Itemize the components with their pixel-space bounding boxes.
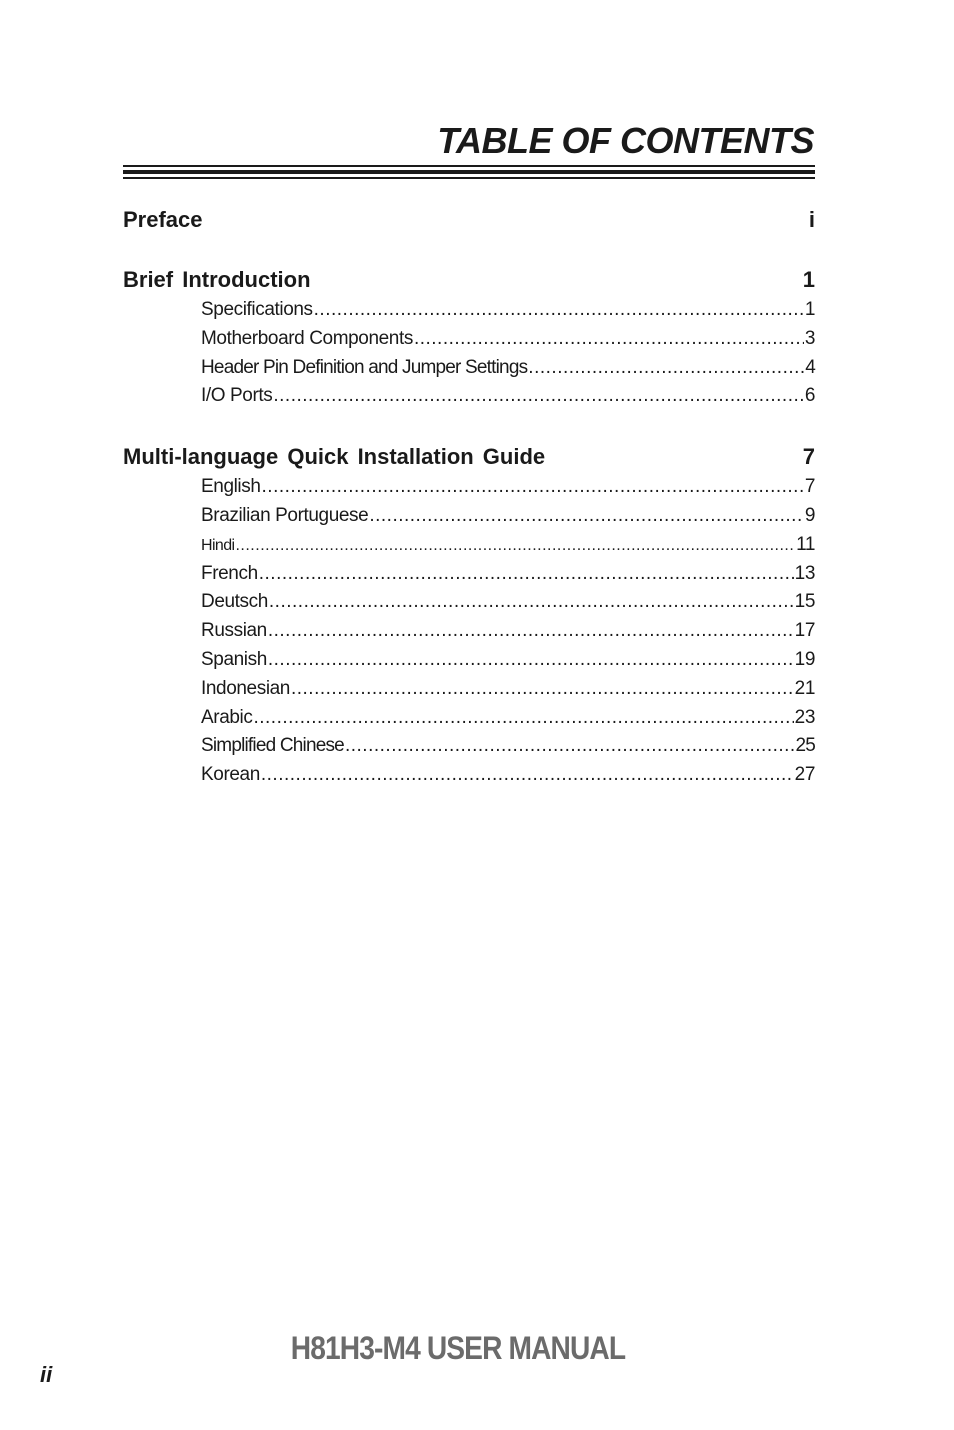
toc-entry[interactable] bbox=[201, 502, 815, 531]
entry-page-number: 15 bbox=[794, 591, 815, 613]
entry-page-number: 11 bbox=[796, 533, 815, 555]
entry-label: Brazilian Portuguese bbox=[201, 504, 369, 526]
toc-entry[interactable] bbox=[201, 617, 815, 646]
entry-page-number: 23 bbox=[794, 706, 815, 728]
dot-leader bbox=[345, 732, 794, 761]
toc-entry[interactable] bbox=[201, 704, 815, 733]
section-page-number: i bbox=[808, 207, 815, 232]
entry-label: Arabic bbox=[201, 706, 253, 728]
entry-label: Korean bbox=[201, 764, 260, 786]
toc-entry[interactable] bbox=[201, 473, 815, 502]
entry-label: Header Pin Definition and Jumper Settings bbox=[201, 356, 528, 378]
manual-title: H81H3-M4 USER MANUAL bbox=[290, 1330, 626, 1366]
toc-entry[interactable] bbox=[201, 588, 815, 617]
entry-page-number: 27 bbox=[794, 764, 815, 786]
entry-label: French bbox=[201, 562, 258, 584]
dot-leader bbox=[314, 296, 804, 325]
section-heading[interactable] bbox=[123, 264, 815, 296]
toc-entry[interactable] bbox=[201, 325, 815, 354]
toc-entry[interactable] bbox=[201, 560, 815, 589]
toc-section-quick-installation-guide bbox=[123, 441, 815, 790]
entry-label: English bbox=[201, 476, 261, 498]
toc-entry[interactable] bbox=[201, 354, 815, 383]
page-number: ii bbox=[40, 1362, 53, 1387]
title-rule-middle bbox=[123, 170, 815, 174]
section-title: Preface bbox=[123, 207, 203, 232]
dot-leader bbox=[262, 473, 804, 502]
toc-entry[interactable] bbox=[201, 761, 815, 790]
section-title: Multi-language Quick Installation Guide bbox=[123, 444, 546, 470]
toc-entry-list bbox=[201, 296, 815, 411]
dot-leader bbox=[414, 325, 804, 354]
dot-leader bbox=[273, 382, 803, 411]
page-title: TABLE OF CONTENTS bbox=[437, 120, 814, 161]
dot-leader bbox=[528, 354, 804, 383]
dot-leader bbox=[235, 532, 795, 561]
toc-entry[interactable] bbox=[201, 675, 815, 704]
entry-label: Simplified Chinese bbox=[201, 735, 344, 757]
entry-page-number: 6 bbox=[804, 385, 815, 407]
dot-leader bbox=[291, 675, 794, 704]
entry-page-number: 1 bbox=[804, 299, 815, 320]
dot-leader bbox=[269, 588, 794, 617]
table-of-contents bbox=[123, 204, 815, 790]
toc-section-brief-introduction bbox=[123, 264, 815, 411]
entry-label: I/O Ports bbox=[201, 385, 273, 407]
entry-label: Hindi bbox=[201, 536, 235, 554]
entry-label: Specifications bbox=[201, 299, 313, 320]
entry-page-number: 17 bbox=[794, 620, 815, 642]
section-heading[interactable] bbox=[123, 441, 815, 473]
title-rule-bottom bbox=[123, 177, 815, 179]
entry-page-number: 3 bbox=[804, 327, 815, 349]
title-rule-top bbox=[123, 165, 815, 167]
toc-section-preface bbox=[123, 204, 815, 236]
dot-leader bbox=[268, 646, 794, 675]
entry-label: Motherboard Components bbox=[201, 327, 413, 349]
entry-label: Deutsch bbox=[201, 591, 268, 613]
entry-label: Russian bbox=[201, 620, 267, 642]
entry-page-number: 9 bbox=[804, 504, 815, 526]
dot-leader bbox=[253, 704, 793, 733]
entry-page-number: 4 bbox=[805, 356, 815, 378]
section-title: Brief Introduction bbox=[123, 267, 311, 292]
entry-page-number: 25 bbox=[795, 735, 815, 757]
section-page-number: 7 bbox=[802, 444, 815, 470]
dot-leader bbox=[259, 560, 794, 589]
toc-entry-list bbox=[201, 473, 815, 790]
dot-leader bbox=[261, 761, 794, 790]
entry-page-number: 7 bbox=[804, 476, 815, 498]
dot-leader bbox=[369, 502, 804, 531]
entry-page-number: 21 bbox=[794, 677, 815, 699]
entry-label: Indonesian bbox=[201, 677, 290, 699]
toc-entry[interactable] bbox=[201, 531, 815, 560]
dot-leader bbox=[268, 617, 794, 646]
section-heading[interactable] bbox=[123, 204, 815, 236]
toc-entry[interactable] bbox=[201, 296, 815, 325]
toc-entry[interactable] bbox=[201, 732, 815, 761]
section-page-number: 1 bbox=[802, 267, 815, 292]
toc-entry[interactable] bbox=[201, 646, 815, 675]
toc-entry[interactable] bbox=[201, 382, 815, 411]
entry-page-number: 19 bbox=[794, 648, 815, 670]
entry-page-number: 13 bbox=[794, 562, 815, 584]
entry-label: Spanish bbox=[201, 648, 267, 670]
